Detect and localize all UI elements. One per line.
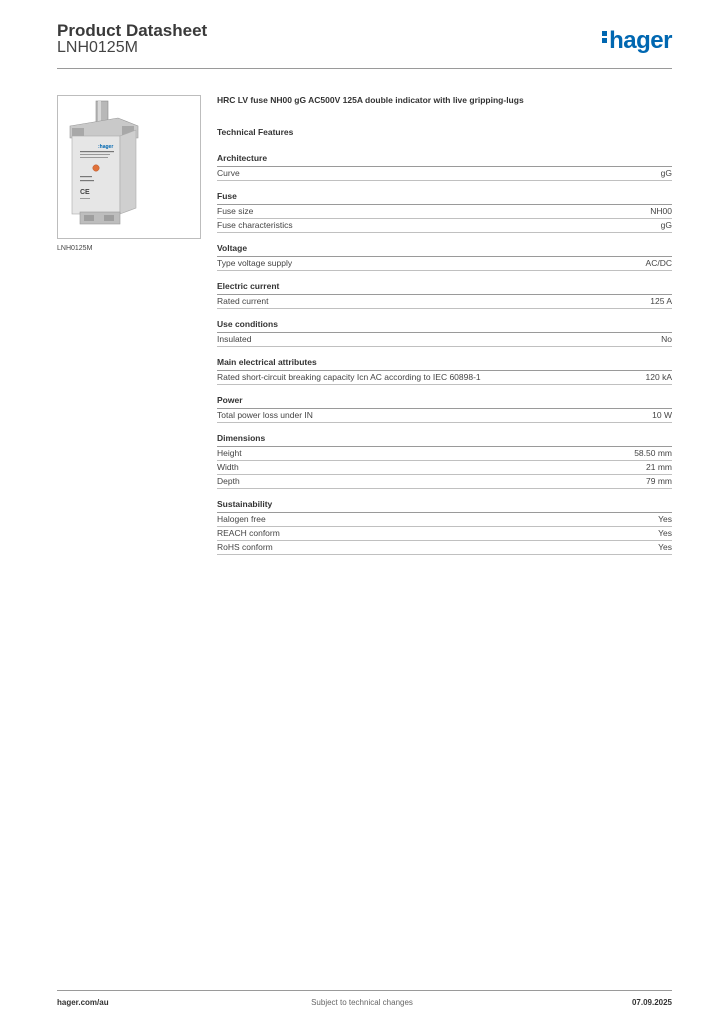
- section-title: Power: [217, 395, 672, 409]
- spec-row: [217, 333, 672, 347]
- spec-section: [217, 499, 672, 555]
- page-title: Product Datasheet: [57, 21, 208, 40]
- spec-value: AC/DC: [645, 258, 672, 268]
- spec-sections: [217, 153, 672, 555]
- spec-row: [217, 371, 672, 385]
- spec-value: 125 A: [650, 296, 672, 306]
- technical-features-heading: Technical Features: [217, 127, 294, 137]
- footer-divider: [57, 990, 672, 991]
- svg-text:CE: CE: [80, 189, 90, 196]
- spec-label: REACH conform: [217, 528, 280, 538]
- section-title: Voltage: [217, 243, 672, 257]
- section-title: Dimensions: [217, 433, 672, 447]
- spec-section: [217, 281, 672, 309]
- spec-label: Insulated: [217, 334, 252, 344]
- section-title: Use conditions: [217, 319, 672, 333]
- spec-section: [217, 395, 672, 423]
- spec-label: RoHS conform: [217, 542, 273, 552]
- spec-section: [217, 153, 672, 181]
- spec-section: [217, 357, 672, 385]
- spec-row: [217, 167, 672, 181]
- spec-label: Width: [217, 462, 239, 472]
- section-title: Main electrical attributes: [217, 357, 672, 371]
- spec-label: Rated short-circuit breaking capacity Icn AC according to IEC 60898-1: [217, 372, 481, 382]
- product-image-frame: [57, 95, 201, 239]
- fuse-product-image: [58, 96, 200, 238]
- spec-label: Rated current: [217, 296, 269, 306]
- spec-value: Yes: [658, 514, 672, 524]
- spec-value: 79 mm: [646, 476, 672, 486]
- spec-row: [217, 257, 672, 271]
- spec-value: Yes: [658, 542, 672, 552]
- footer-website-link[interactable]: hager.com/au: [57, 998, 109, 1007]
- spec-row: [217, 461, 672, 475]
- spec-value: No: [661, 334, 672, 344]
- header-divider: [57, 68, 672, 69]
- spec-label: Curve: [217, 168, 240, 178]
- spec-label: Type voltage supply: [217, 258, 293, 268]
- product-image-caption: LNH0125M: [57, 245, 93, 252]
- spec-value: Yes: [658, 528, 672, 538]
- spec-row: [217, 527, 672, 541]
- spec-section: [217, 433, 672, 489]
- spec-value: gG: [660, 168, 672, 178]
- section-title: Fuse: [217, 191, 672, 205]
- section-title: Architecture: [217, 153, 672, 167]
- hager-logo: [602, 27, 672, 55]
- spec-section: [217, 243, 672, 271]
- spec-section: [217, 319, 672, 347]
- logo-text: hager: [609, 27, 672, 54]
- spec-panel: [217, 95, 672, 565]
- product-reference: LNH0125M: [57, 39, 138, 56]
- spec-label: Depth: [217, 476, 240, 486]
- section-title: Sustainability: [217, 499, 672, 513]
- section-title: Electric current: [217, 281, 672, 295]
- svg-text::hager: :hager: [98, 144, 114, 150]
- spec-label: Fuse size: [217, 206, 254, 216]
- spec-row: [217, 541, 672, 555]
- spec-row: [217, 219, 672, 233]
- spec-section: [217, 191, 672, 233]
- spec-row: [217, 513, 672, 527]
- product-description: HRC LV fuse NH00 gG AC500V 125A double indicator with live gripping-lugs: [217, 95, 524, 105]
- spec-value: gG: [660, 220, 672, 230]
- spec-label: Fuse characteristics: [217, 220, 293, 230]
- spec-value: 21 mm: [646, 462, 672, 472]
- spec-label: Height: [217, 448, 242, 458]
- footer-date: 07.09.2025: [631, 998, 672, 1007]
- spec-value: 10 W: [652, 410, 672, 420]
- spec-row: [217, 409, 672, 423]
- spec-value: 58.50 mm: [634, 448, 672, 458]
- spec-value: 120 kA: [645, 372, 672, 382]
- spec-label: Total power loss under IN: [217, 410, 313, 420]
- spec-value: NH00: [650, 206, 672, 216]
- spec-label: Halogen free: [217, 514, 266, 524]
- spec-row: [217, 295, 672, 309]
- spec-row: [217, 475, 672, 489]
- spec-row: [217, 205, 672, 219]
- spec-row: [217, 447, 672, 461]
- footer-notice: Subject to technical changes: [311, 998, 413, 1007]
- logo-dots-icon: [602, 29, 607, 45]
